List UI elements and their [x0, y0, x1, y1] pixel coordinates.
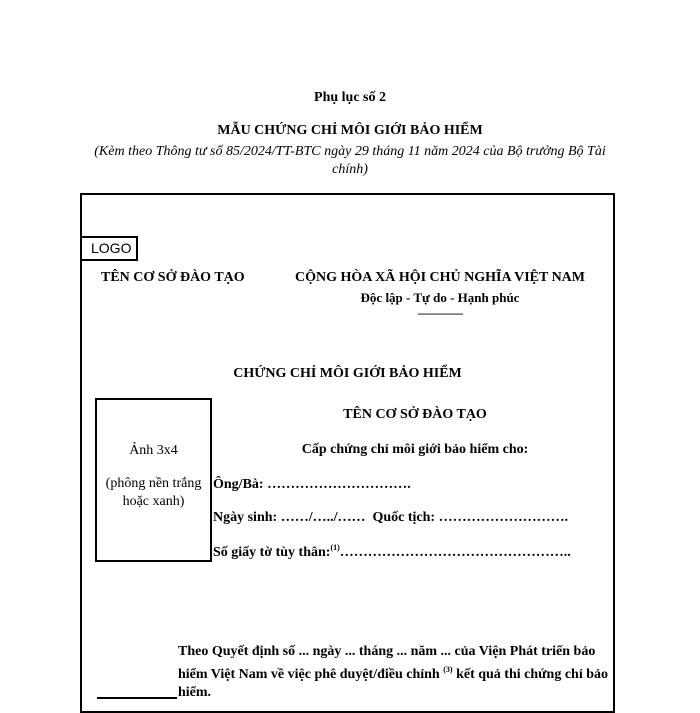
photo-label: Ảnh 3x4: [129, 443, 178, 458]
national-motto: Độc lập - Tự do - Hạnh phúc: [360, 290, 520, 305]
birth-date-blank: ……/…../……: [277, 510, 366, 525]
photo-placeholder: [95, 398, 212, 562]
document-title: MẪU CHỨNG CHỈ MÔI GIỚI BẢO HIỂM: [217, 123, 483, 138]
photo-note: (phông nền trắng hoặc xanh): [105, 476, 202, 509]
nationality-blank: ……………………….: [435, 510, 569, 525]
identity-document-blank: …………………………………………..: [339, 545, 571, 560]
training-institution-name-header: TÊN CƠ SỞ ĐÀO TẠO: [101, 270, 245, 285]
issue-statement: Cấp chứng chỉ môi giới bảo hiểm cho:: [301, 442, 529, 457]
holder-name-label: Ông/Bà:: [213, 477, 264, 492]
footnote-marker-1: (1): [330, 543, 340, 552]
decision-text-part1: Theo Quyết định số ... ngày ... tháng ... năm ... của Viện Phát triển bảo hiểm Việt Nam về việc phê duyệt/điều chỉnh: [178, 644, 596, 682]
certificate-heading: CHỨNG CHỈ MÔI GIỚI BẢO HIỂM: [233, 366, 462, 381]
decision-text-part2: kết quả thi chứng chỉ bảo hiểm.: [178, 667, 608, 700]
identity-document-field: [213, 543, 571, 561]
decision-statement: [178, 643, 618, 702]
appendix-label: Phụ lục số 2: [314, 90, 386, 105]
holder-name-field: [213, 477, 411, 493]
footnote-marker-3: (3): [443, 665, 453, 674]
document-subtitle: (Kèm theo Thông tư số 85/2024/TT-BTC ngày 29 tháng 11 năm 2024 của Bộ trưởng Bộ Tài chính): [94, 144, 606, 177]
training-institution-name-body: TÊN CƠ SỞ ĐÀO TẠO: [343, 407, 487, 422]
identity-document-label: Số giấy tờ tùy thân:: [213, 545, 331, 560]
national-title: CỘNG HÒA XÃ HỘI CHỦ NGHĨA VIỆT NAM: [294, 270, 585, 285]
motto-divider: ---------------: [417, 306, 463, 320]
birth-date-label: Ngày sinh:: [213, 510, 278, 525]
logo-placeholder: LOGO: [80, 236, 138, 261]
holder-name-blank: ………………………….: [263, 477, 411, 492]
nationality-label: Quốc tịch:: [365, 510, 436, 525]
birth-nationality-field: [213, 510, 568, 526]
signature-rule: [97, 697, 177, 699]
